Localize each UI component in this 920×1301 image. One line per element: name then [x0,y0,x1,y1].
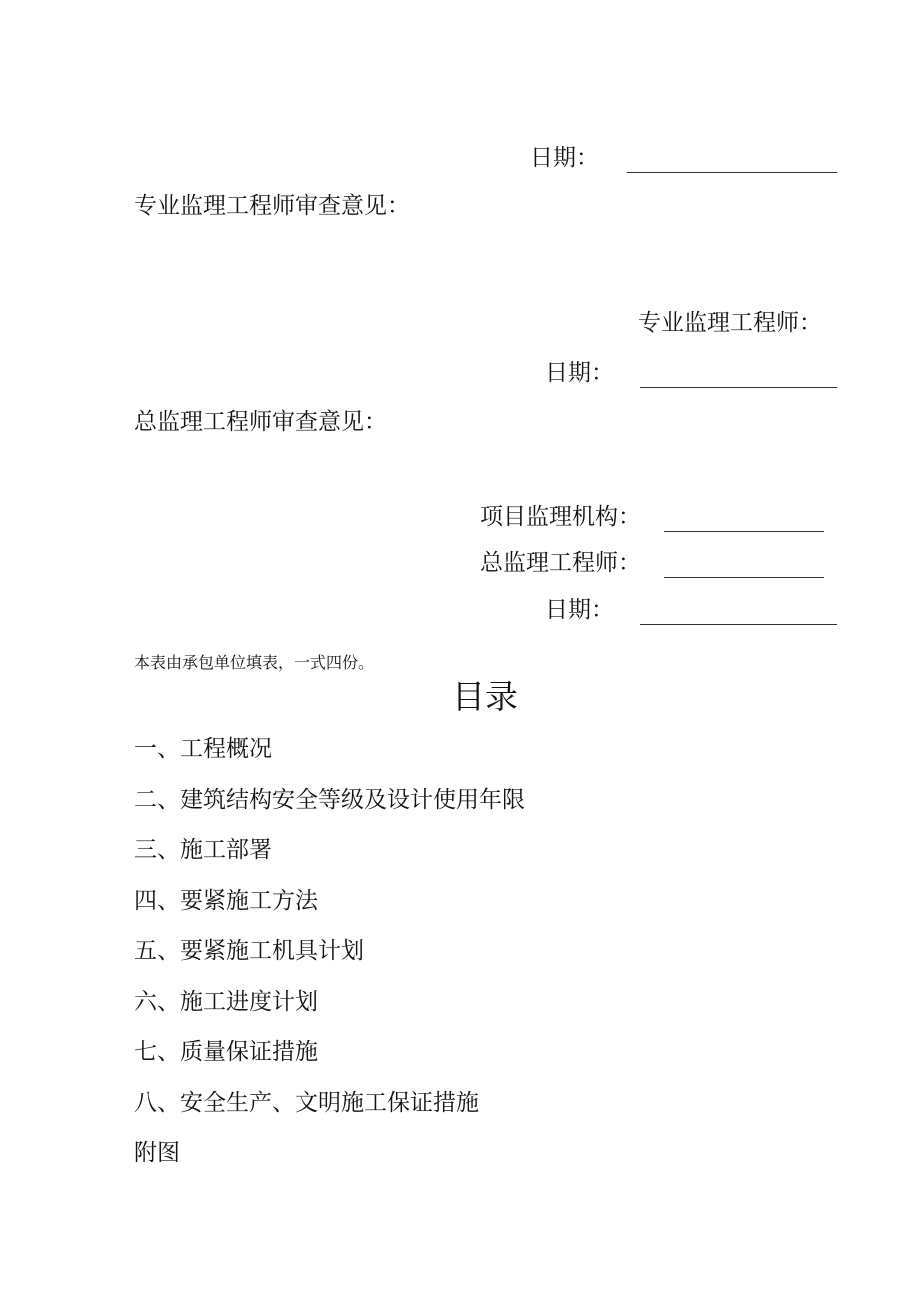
project-org-row [480,502,824,532]
toc-item: 八、安全生产、文明施工保证措施 [134,1090,479,1116]
specialist-engineer-row [638,308,822,338]
date-label: 日期： [545,360,614,386]
date-label: 日期： [530,145,599,171]
date-field-1[interactable] [627,146,837,173]
toc-item: 一、工程概况 [134,736,272,762]
project-org-field[interactable] [664,505,824,532]
specialist-engineer-label: 专业监理工程师： [638,310,822,336]
project-org-label: 项目监理机构： [480,504,641,530]
toc-item: 七、质量保证措施 [134,1039,318,1065]
date-field-2[interactable] [640,361,837,388]
chief-opinion-heading: 总监理工程师审查意见： [134,409,387,435]
date-row-3 [545,595,837,625]
date-label: 日期： [545,597,614,623]
toc-item: 六、施工进度计划 [134,989,318,1015]
chief-engineer-label: 总监理工程师： [480,550,641,576]
specialist-opinion-heading: 专业监理工程师审查意见： [134,193,410,219]
toc-title: 目录 [452,677,518,716]
toc-item: 五、要紧施工机具计划 [134,938,364,964]
toc-item: 二、建筑结构安全等级及设计使用年限 [134,787,525,813]
date-row-2 [545,358,837,388]
chief-engineer-row [480,548,824,578]
form-note: 本表由承包单位填表，一式四份。 [134,653,375,672]
chief-engineer-field[interactable] [664,551,824,578]
date-row-1 [530,143,837,173]
date-field-3[interactable] [640,598,837,625]
toc-item: 附图 [134,1140,180,1166]
toc-item: 四、要紧施工方法 [134,888,318,914]
toc-item: 三、施工部署 [134,837,272,863]
